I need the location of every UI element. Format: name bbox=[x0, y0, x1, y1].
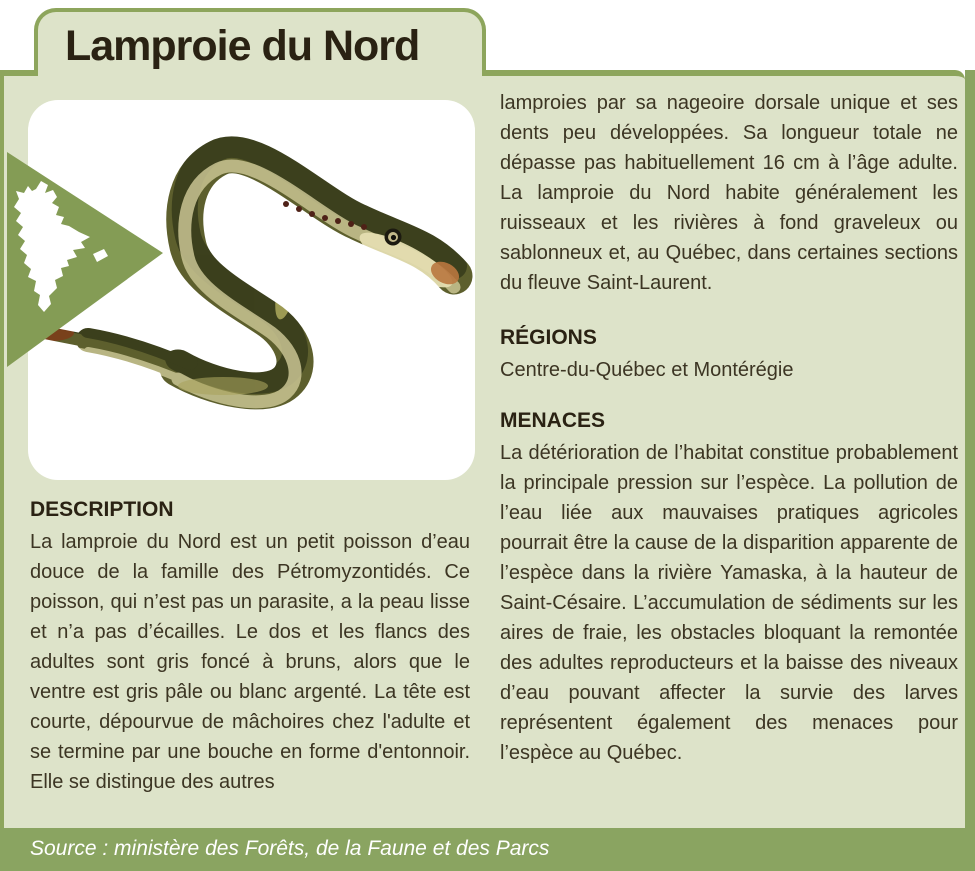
menaces-paragraph: La détérioration de l’habitat constitue probablement la principale pression sur l’espèce. La pollution de l’eau liée aux mauvaises pratiques agricoles pourrait être la cause de la disparition apparente de l’espèce dans la rivière Yamaska, à la hauteur de Saint-Césaire. L’accumulation de sédiments sur les aires de fraie, les obstacles bloquant la remontée des adultes reproducteurs et la baisse des niveaux d’eau pouvant affecter la survie des larves représentent également des menaces pour l’espèce au Québec. bbox=[500, 442, 958, 764]
regions-heading: RÉGIONS bbox=[500, 326, 597, 349]
description-continuation-paragraph: lamproies par sa nageoire dorsale unique et ses dents peu développées. Sa longueur totale ne dépasse pas habituellement 16 cm à l’âge adulte. La lamproie du Nord habite généralement les ruisseaux et les rivières à fond graveleux ou sablonneux et, au Québec, dans certaines sections du fleuve Saint-Laurent. bbox=[500, 92, 958, 294]
right-frame-band bbox=[965, 70, 975, 871]
regions-text: Centre-du-Québec et Montérégie bbox=[500, 359, 794, 381]
description-paragraph: La lamproie du Nord est un petit poisson d’eau douce de la famille des Pétromyzontidés. Ce poisson, qui n’est pas un parasite, a la peau lisse et n’a pas d’écailles. Le dos et les flancs des adultes sont gris foncé à bruns, alors que le ventre est gris pâle ou blanc argenté. La tête est courte, dépourvue de mâchoires chez l'adulte et se termine par une bouche en forme d'entonnoir. Elle se distingue des autres bbox=[30, 531, 470, 793]
source-credit: Source : ministère des Forêts, de la Faune et des Parcs bbox=[30, 836, 550, 860]
left-column bbox=[30, 497, 470, 797]
quebec-flag-marker bbox=[0, 145, 175, 375]
description-heading: DESCRIPTION bbox=[30, 498, 174, 521]
footer-bar bbox=[0, 828, 975, 871]
right-column bbox=[500, 88, 958, 768]
lamprey-eye bbox=[385, 229, 402, 246]
menaces-heading: MENACES bbox=[500, 409, 606, 432]
title-tab bbox=[34, 8, 486, 76]
page-title: Lamproie du Nord bbox=[65, 22, 420, 70]
